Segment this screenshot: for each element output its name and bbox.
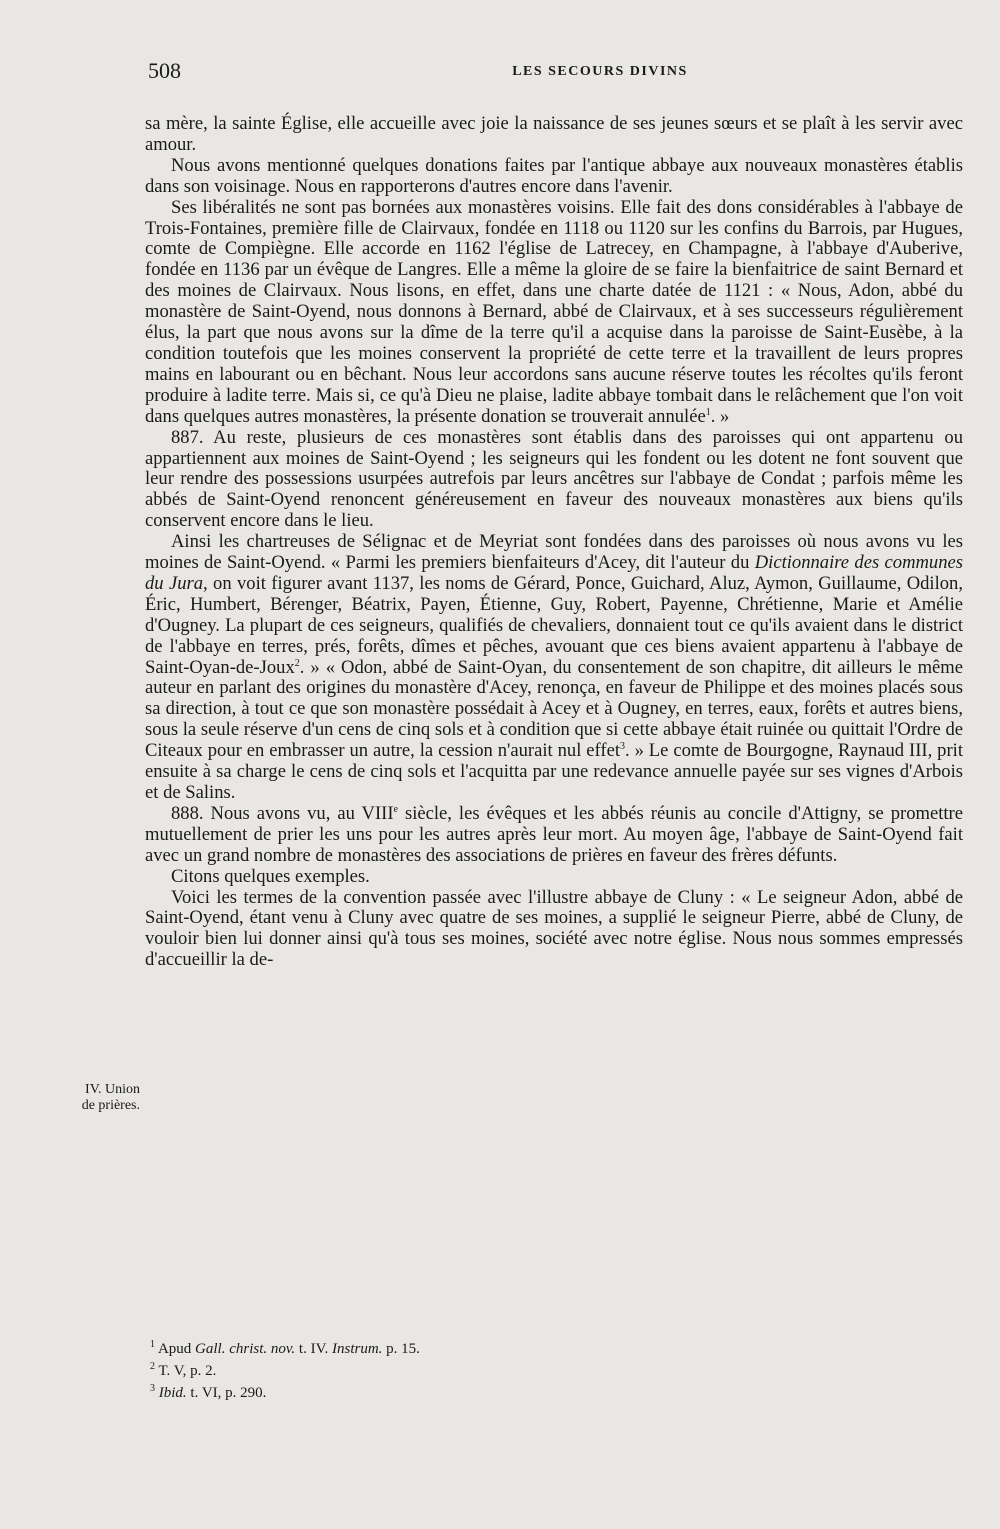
margin-note: [30, 1082, 140, 1114]
paragraph-888: 888. Nous avons vu, au VIIIe siècle, les évêques et les abbés réunis au concile d'Attigny, se promettre mutuellement de prier les uns pour les autres après leur mort. Au moyen âge, l'abbaye de Saint-Oyend fait avec un grand nombre de monastères des associations de prières en faveur des frères défunts.: [145, 802, 963, 866]
paragraph-cluny: Voici les termes de la convention passée avec l'illustre abbaye de Cluny : « Le seigneur Adon, abbé de Saint-Oyend, étant venu à Cluny avec quatre de ses moines, a supplié le seigneur Pierre, abbé de Cluny, de vouloir bien lui donner ainsi qu'à tous ses moines, société avec notre église. Nous nous sommes empressés d'accueillir la de-: [145, 886, 963, 971]
body-text: [145, 114, 963, 971]
margin-note-line-2: de prières.: [81, 1098, 140, 1113]
paragraph-3: Ses libéralités ne sont pas bornées aux monastères voisins. Elle fait des dons considérables à l'abbaye de Trois-Fontaines, première fille de Clairvaux, fondée en 1118 ou 1120 sur les confins du Barrois, par Hugues, comte de Compiègne. Elle accorde en 1162 l'église de Latrecey, en Champagne, à l'abbaye d'Auberive, fondée en 1136 par un évêque de Langres. Elle a même la gloire de se faire la bienfaitrice de saint Bernard et des moines de Clairvaux. Nous lisons, en effet, dans une charte datée de 1121 : « Nous, Adon, abbé du monastère de Saint-Oyend, nous donnons à Bernard, abbé de Clairvaux, et à ses successeurs régulièrement élus, la part que nous avons sur la dîme de la terre qu'il a acquise dans la paroisse de Saint-Eusèbe, à la condition toutefois que les moines conservent la propriété de cette terre et la travaillent de leurs propres mains en labourant ou en bêchant. Nous leur accordons sans aucune réserve toutes les récoltes qu'ils feront produire à ladite terre. Mais si, ce qu'à Dieu ne plaise, ladite abbaye tombait dans le relâchement que l'on voit dans quelques autres monastères, la présente donation se trouverait annulée$^1$. »: [145, 196, 963, 427]
margin-note-line-1: IV. Union: [85, 1082, 140, 1097]
running-title: LES SECOURS DIVINS: [512, 64, 688, 79]
footnote-ref-1: 1: [705, 406, 711, 418]
paragraph-acey: Ainsi les chartreuses de Sélignac et de Meyriat sont fondées dans des paroisses où nous avons vu les moines de Saint-Oyend. « Parmi les premiers bienfaiteurs d'Acey, dit l'auteur du Dictionnaire des communes du Jura, on voit figurer avant 1137, les noms de Gérard, Ponce, Guichard, Aluz, Aymon, Guillaume, Odilon, Éric, Humbert, Bérenger, Béatrix, Payen, Étienne, Guy, Robert, Payenne, Chrétienne, Marie et Amélie d'Ougney. La plupart de ces seigneurs, qualifiés de chevaliers, donnaient tout ce qu'ils avaient dans le district de l'abbaye en terres, prés, forêts, dîmes et pêches, avouant que ces biens avaient appartenu à l'abbaye de Saint-Oyan-de-Joux$^2$. » « Odon, abbé de Saint-Oyan, du consentement de son chapitre, dit ailleurs le même auteur en parlant des origines du monastère d'Acey, renonça, en faveur de Philippe et des moines placés sous sa direction, à tout ce que son monastère possédait à Acey et à Ougney, en terres, eaux, forêts et autres biens, sous la seule réserve d'un cens de cinq sols et à condition que si cette abbaye était ruinée ou quittait l'Ordre de Citeaux pour en embrasser un autre, la cession n'aurait nul effet$^3$. » Le comte de Bourgogne, Raynaud III, prit ensuite à sa charge le cens de cinq sols et l'acquitta par une redevance annuelle payée sur ses vignes d'Arbois et de Salins.: [145, 531, 964, 803]
page-number: 508: [148, 58, 181, 83]
paragraph-examples: Citons quelques exemples.: [171, 865, 370, 887]
paragraph-2: Nous avons mentionné quelques donations faites par l'antique abbaye aux nouveaux monastères établis dans son voisinage. Nous en rapporterons d'autres encore dans l'avenir.: [145, 154, 963, 197]
cited-work-title: Dictionnaire des communes du Jura,: [145, 552, 964, 594]
footnotes: [150, 1336, 750, 1402]
footnote-3: $^3$ Ibid. t. VI, p. 290.: [150, 1383, 267, 1401]
footnote-1: $^1$ Apud Gall. christ. nov. t. IV. Instrum. p. 15.: [150, 1339, 420, 1357]
footnote-2: $^2$ T. V, p. 2.: [150, 1361, 217, 1379]
footnote-ref-2: 2: [294, 657, 300, 669]
footnote-ref-3: 3: [620, 741, 626, 752]
paragraph-1: sa mère, la sainte Église, elle accueille avec joie la naissance de ses jeunes sœurs et se plaît à les servir avec amour.: [145, 113, 963, 155]
paragraph-887: 887. Au reste, plusieurs de ces monastères sont établis dans des paroisses qui ont appartenu ou appartiennent aux moines de Saint-Oyend ; les seigneurs qui les fondent ou les dotent ne font souvent que leur rendre des possessions usurpées autrefois par leurs ancêtres sur l'abbaye de Condat ; parfois même les abbés de Saint-Oyend renoncent généreusement en faveur des nouveaux monastères aux biens qu'ils conservent encore dans le lieu.: [145, 426, 963, 532]
running-head: [140, 58, 960, 86]
